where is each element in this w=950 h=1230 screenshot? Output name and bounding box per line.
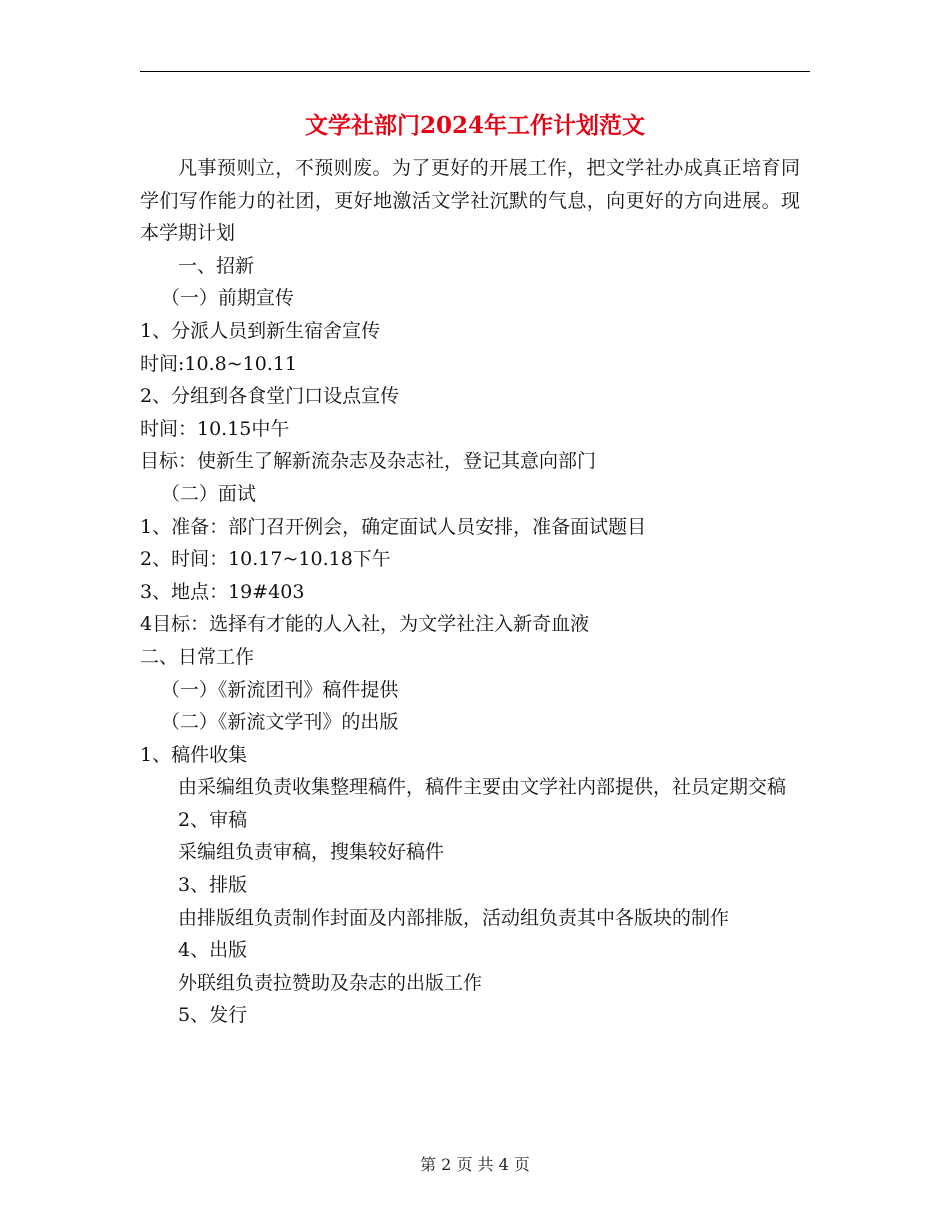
list-item: 时间:10.8~10.11 [140, 352, 298, 375]
subsection-heading-submissions: （一）《新流团刊》稿件提供 [160, 678, 399, 701]
document-body [140, 152, 800, 1032]
subsection-heading-publication: （二）《新流文学刊》的出版 [160, 711, 399, 734]
list-item: 3、排版 [178, 874, 248, 897]
list-item: 4、出版 [178, 939, 248, 962]
list-item: 2、时间：10.17~10.18下午 [140, 548, 391, 571]
page-number-footer: 第 2 页 共 4 页 [420, 1155, 530, 1174]
list-item: 时间：10.15中午 [140, 417, 290, 440]
paragraph: 由采编组负责收集整理稿件，稿件主要由文学社内部提供，社员定期交稿 [178, 776, 787, 799]
list-item: 1、准备：部门召开例会，确定面试人员安排，准备面试题目 [140, 515, 647, 538]
subsection-heading-interview: （二）面试 [160, 482, 256, 505]
list-item: 4目标：选择有才能的人入社，为文学社注入新奇血液 [140, 613, 590, 636]
paragraph: 由排版组负责制作封面及内部排版，活动组负责其中各版块的制作 [178, 906, 730, 929]
paragraph-intro: 凡事预则立，不预则废。为了更好的开展工作，把文学社办成真正培育同学们写作能力的社团，更好地激活文学社沉默的气息，向更好的方向进展。现本学期计划 [140, 157, 800, 245]
subsection-heading-promotion: （一）前期宣传 [160, 287, 294, 310]
paragraph: 采编组负责审稿，搜集较好稿件 [178, 841, 445, 864]
list-item: 5、发行 [178, 1004, 248, 1027]
list-item: 3、地点：19#403 [140, 580, 305, 603]
list-item: 目标：使新生了解新流杂志及杂志社，登记其意向部门 [140, 450, 597, 473]
list-item: 1、分派人员到新生宿舍宣传 [140, 319, 381, 342]
section-heading-recruitment: 一、招新 [178, 254, 255, 277]
header-rule [140, 71, 810, 72]
section-heading-daily-work: 二、日常工作 [140, 645, 255, 668]
list-item: 1、稿件收集 [140, 743, 248, 766]
list-item: 2、分组到各食堂门口设点宣传 [140, 385, 400, 408]
document-title: 文学社部门2024年工作计划范文 [304, 112, 645, 139]
paragraph: 外联组负责拉赞助及杂志的出版工作 [178, 971, 483, 994]
list-item: 2、审稿 [178, 808, 248, 831]
